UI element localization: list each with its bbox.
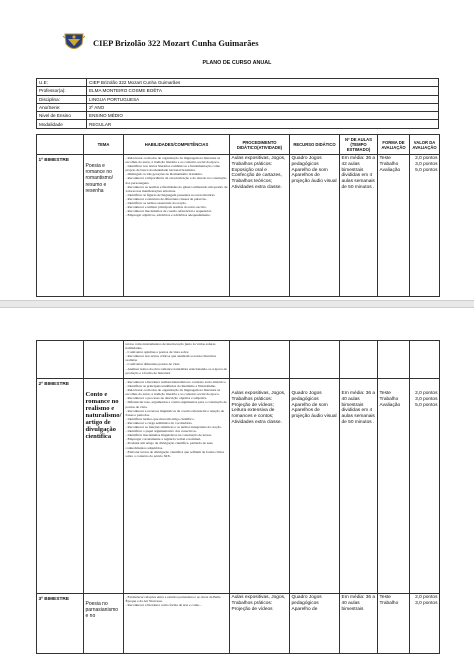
tema-cell: Conto e romance no realismo e naturalismo/ artigo de divulgação científica [84,379,124,594]
empty-cell [84,341,124,379]
school-name-header: CIEP Brizolão 322 Mozart Cunha Guimarães [93,38,259,48]
bimestre-label: 2º BIMESTRE [37,379,84,594]
habilidade-item: - Distinguir os três gerações do Romantismo brasileiro. [125,172,203,177]
habilidade-item: - Identificar nos textos literários românticos a fundamentação como projeto de busca da identidade nacional brasileira. [125,164,221,173]
bimestre-label: 1º BIMESTRE [37,155,84,297]
header-valor: VALOR DA AVALIAÇÃO [410,135,440,155]
valor-cell: 2,0 pontos 3,0 pontos [410,594,440,654]
header-aulas: Nº DE AULAS (TEMPO ESTIMADO) [340,135,378,155]
tema-cell: Poesia no parnasianismo e no [84,594,124,654]
header-procedimento: PROCEDIMENTO DIDÁTICO(ATIVIDADE) [230,135,290,155]
info-row [37,95,439,103]
forma-cell: Teste Trabalho Avaliação [378,379,410,594]
school-info-table [36,78,439,129]
habilidade-item: - Reconhecer o processo de descrição objetiva e subjetiva. [125,396,208,401]
habilidade-item: - Identificar as figuras de linguagem presentes no texto literário. [125,192,216,197]
habilidades-cell [124,594,230,654]
habilidade-item: - Confrontar opiniões e pontos de vista sobre [125,350,189,355]
header-forma: FORMA DE AVALIAÇÃO [378,135,410,155]
header-recurso: RECURSO DIDÁTICO [290,135,340,155]
info-value: 2º ANO [87,103,439,111]
course-plan-table-continued [36,340,440,654]
habilidade-item: - Empregar adjetivos, advérbios e advérbios adequadamente. [125,213,211,218]
tema-cell: Poesia e romance no romantismo/ resumo e resenha [84,155,124,297]
habilidade-item: - Reconhecer a carga semântica do vocabulário. [125,420,193,425]
table-row-bimestre-1-continued [37,341,440,379]
document-page-1 [0,0,474,300]
empty-cell [340,341,378,379]
habilidade-item: - Analisar textos da obra romance naturalista relacionando-os à época de produção e à forma de literatura [125,366,227,375]
habilidade-item: - Estabelecer relações entre a estética parnasiana e as obras da Belle Époque e da Art Nouveau. [125,595,221,604]
empty-cell [410,341,440,379]
aulas-cell: Em média: 36 a 40 aulas bimestrais divididas em 4 aulas semanais de 50 minutos . [340,379,378,594]
habilidade-item: - Empregar corretamente a regência verbal e nominal. [125,437,201,442]
habilidade-item: - Reconhecer e utilizar principais normas do texto escrito. [125,205,207,210]
habilidade-item: - Identificar mecanismos linguísticos na construção de textos. [125,433,212,438]
habilidade-item: habilidades. [125,346,143,351]
info-row [37,79,439,87]
info-row [37,87,439,95]
forma-cell: Teste Trabalho Avaliação [378,155,410,297]
habilidade-item: - Reconhecer e recursos linguísticos de coesão referencial e relação de frases e períodos. [125,408,225,417]
empty-cell [230,341,290,379]
habilidade-item: - Reconhecer mecanismos de coesão referencial e sequencial. [125,209,212,214]
recurso-cell: Quadro Jogos pedagógicos Aparelho de [290,594,340,654]
info-value: LINGUA PORTUGUESA [87,95,439,103]
info-key: U.E: [37,79,87,87]
info-key: Nivel de Ensino [37,112,87,120]
info-value: ELMA MONTEIRO COSME BOÊTA [87,87,439,95]
bimestre-label: 3º BIMESTRE [37,594,84,654]
table-header-row [37,135,440,155]
habilidade-item: - Produzir um artigo de divulgação científica, partindo de seus conhecimentos adquiridos. [125,441,213,450]
habilidade-item: - Reconhecer a importância da caracterização e do enredo na construção dos personagens. [125,176,227,185]
aulas-cell: Em média: 36 a 42 aulas bimestrais divididas em 4 aulas semanais de 50 minutos . [340,155,378,297]
habilidade-item: - Reconhecer a literatura realista/naturalista no contexto sócio-histórico. [125,380,227,384]
habilidade-item: - Relacionar os modos de organização da linguagem na literatura às escolhas do autor, à tradição literária e ao contexto social da época. [125,388,221,397]
empty-cell [378,341,410,379]
course-plan-table [36,134,440,297]
procedimento-cell: Aulas expositivas, Jogos, Trabalhos práticos: Projeção de vídeos [230,594,290,654]
recurso-cell: Quadro Jogos pedagógicos Aparelho de som Aparelhos de projeção áudio visual [290,379,340,594]
habilidade-item: - Identificar os termos essenciais da oração. [125,201,187,206]
empty-cell [37,341,84,379]
habilidades-cell [124,341,230,379]
info-row [37,112,439,120]
habilidade-item: textos como instrumentos de interlocução junto às várias esferas [125,342,216,346]
table-row-bimestre-3 [37,594,440,654]
habilidade-item: - Identificar as principais tendências do Realismo e Naturalismo. [125,384,217,389]
info-row [37,103,439,111]
school-crest-icon [62,30,86,54]
header-cell-empty [37,135,84,155]
document-page-2 [0,308,474,632]
info-value: CIEP Brizolão 322 Mozart Cunha Guimarães [87,79,439,87]
empty-cell [290,341,340,379]
info-value: ENSINO MÉDIO [87,112,439,120]
forma-cell: Teste Trabalho [378,594,410,654]
habilidade-item: - Identificar o papel argumentativo dos conectivos. [125,429,197,434]
procedimento-cell: Aulas expositivas, Jogos, Trabalhos práticos: Projeção de vídeos; Leitura extensiva de romances e contos; Atividades extra classe. [230,379,290,594]
document-title: PLANO DE CURSO ANUAL [202,60,272,66]
habilidade-item: - Relacionar os modos de organização da linguagem na literatura às escolhas do autor, à tradição literária e ao contexto social da época. [125,156,221,165]
recurso-cell: Quadro Jogos pedagógicos Aparelho de som Aparelhos de projeção áudio visual [290,155,340,297]
info-value: REGULAR [87,120,439,128]
habilidades-cell [124,155,230,297]
habilidade-item: - Confrontar diferentes pontos de vista [125,362,180,367]
page-separator [0,300,474,308]
habilidade-item: - Identificar termos que marcam artigo científico. [125,416,195,421]
habilidade-item: - Diferenciar tese, argumentos e contra-argumentos para a construção de pontos de vista. [125,400,227,409]
habilidade-item: - Reconhecer as funções sintáticas e os termos integrantes da oração. [125,425,222,430]
info-key: Ano/Serie: [37,103,87,111]
habilidade-item: - Reconhecer a estrutura de diferentes classes de palavras. [125,196,207,201]
info-key: Professor(a): [37,87,87,95]
table-row-bimestre-2 [37,379,440,594]
valor-cell: 2,0 pontos 3,0 pontos 5,0 pontos [410,155,440,297]
habilidade-item: - Reconhecer a literatura como forma de arte e como... [125,603,202,608]
info-row [37,120,439,128]
header-habilidades: HABILIDADES/COMPETÊNCIAS [124,135,230,155]
valor-cell: 2,0 pontos 3,0 pontos 5,0 pontos [410,379,440,594]
habilidade-item: - Reconhecer as normas e finalidades do gênero utilizando um quadro de valores nas manifestações artísticas. [125,184,228,193]
table-row-bimestre-1 [37,155,440,297]
info-key: Modalidade [37,120,87,128]
habilidade-item: - Reconhecer nos textos críticos que analisam os textos literários realistas [125,354,216,363]
habilidade-item: - Elaborar textos de divulgação científica que reflitam de forma crítica sobre o contexto do século XIX. [125,449,225,458]
aulas-cell: Em média: 36 a 40 aulas bimestrais [340,594,378,654]
procedimento-cell: Aulas expositivas, Jogos, Trabalhos práticos: Exposição oral e Confecção de cartazes, Trabalhos teóricos; Atividades extra classe. [230,155,290,297]
habilidades-cell [124,379,230,594]
info-key: Disciplina: [37,95,87,103]
header-tema: TEMA [84,135,124,155]
